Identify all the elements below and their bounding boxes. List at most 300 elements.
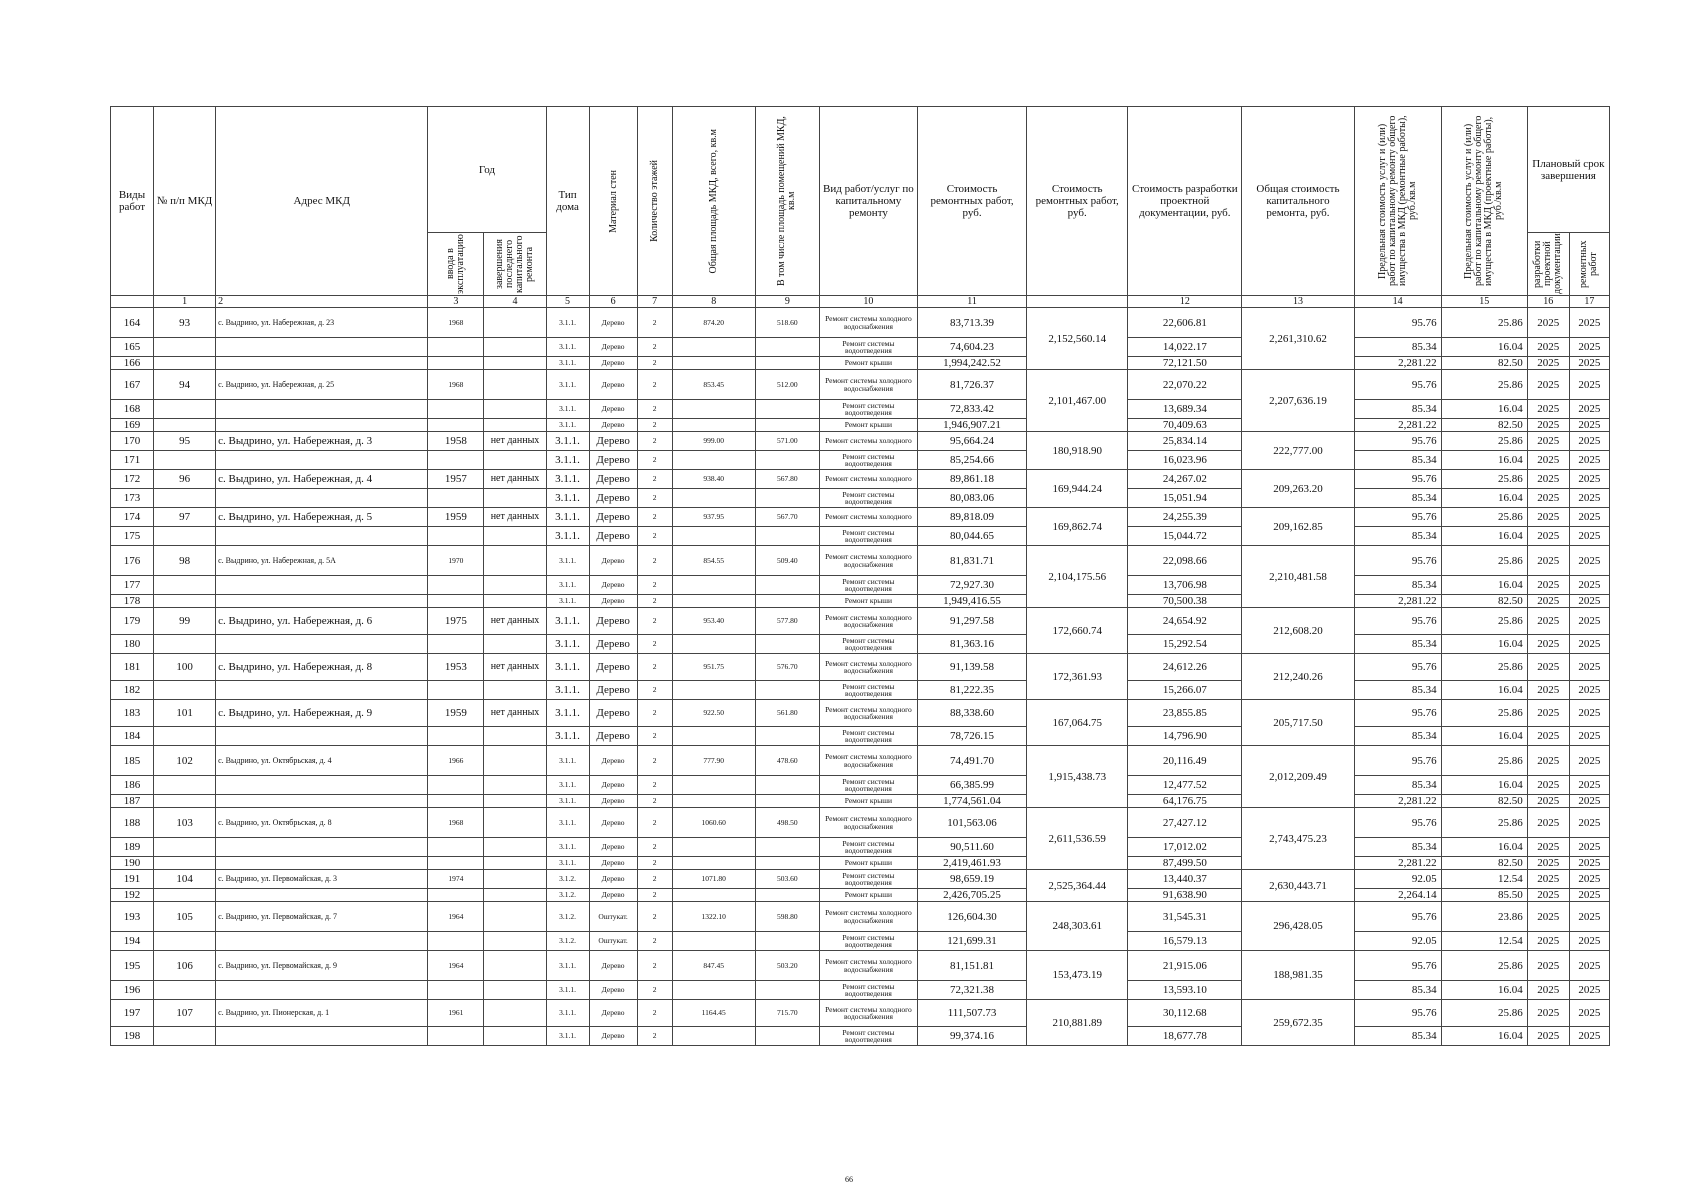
year-commission: [428, 838, 484, 857]
year-commission: [428, 889, 484, 902]
cost-design: 87,499.50: [1128, 857, 1242, 870]
cost-repair: 126,604.30: [917, 902, 1026, 932]
area-total: 1071.80: [672, 870, 755, 889]
year-last-repair: [484, 681, 546, 700]
col-num: 12: [1128, 296, 1242, 308]
area-total: 1164.45: [672, 1000, 755, 1027]
cost-design: 13,440.37: [1128, 870, 1242, 889]
cost-design: 13,689.34: [1128, 400, 1242, 419]
house-type: 3.1.1.: [546, 608, 589, 635]
cost-repair-total: 248,303.61: [1027, 902, 1128, 951]
house-type: 3.1.1.: [546, 681, 589, 700]
deadline-repair: 2025: [1569, 400, 1609, 419]
floor-count: 2: [637, 889, 672, 902]
cost-design: 14,022.17: [1128, 338, 1242, 357]
year-last-repair: [484, 546, 546, 576]
cost-repair: 89,861.18: [917, 470, 1026, 489]
year-commission: 1974: [428, 870, 484, 889]
deadline-repair: 2025: [1569, 470, 1609, 489]
house-type: 3.1.1.: [546, 981, 589, 1000]
wall-material: Дерево: [589, 635, 637, 654]
table-row: [111, 795, 1610, 808]
year-commission: 1968: [428, 808, 484, 838]
row-number: 195: [111, 951, 154, 981]
limit-repair: 95.76: [1354, 746, 1441, 776]
row-number: 187: [111, 795, 154, 808]
work-type: Ремонт системы водоотведения: [819, 635, 917, 654]
area-total: [672, 776, 755, 795]
header-limit-design: Предельная стоимость услуг и (или) работ по капитальному ремонту общего имущества в МКД (проектные работы), руб./кв.м: [1441, 107, 1527, 296]
deadline-design: 2025: [1527, 489, 1569, 508]
limit-repair: 85.34: [1354, 527, 1441, 546]
cost-repair: 98,659.19: [917, 870, 1026, 889]
year-last-repair: [484, 451, 546, 470]
work-type: Ремонт крыши: [819, 857, 917, 870]
year-last-repair: [484, 489, 546, 508]
year-commission: [428, 595, 484, 608]
year-commission: [428, 419, 484, 432]
floor-count: 2: [637, 776, 672, 795]
cost-total: 2,012,209.49: [1242, 746, 1354, 808]
mkd-number: 97: [154, 508, 216, 527]
header-deadline-repair: ремонтных работ: [1569, 233, 1609, 296]
area-premises: [755, 357, 819, 370]
limit-repair: 95.76: [1354, 808, 1441, 838]
work-type: Ремонт системы холодного водоснабжения: [819, 370, 917, 400]
area-premises: [755, 889, 819, 902]
cost-total: 2,210,481.58: [1242, 546, 1354, 608]
col-num: 7: [637, 296, 672, 308]
work-type: Ремонт системы холодного: [819, 508, 917, 527]
page-number: 66: [845, 1175, 853, 1184]
floor-count: 2: [637, 470, 672, 489]
deadline-repair: 2025: [1569, 870, 1609, 889]
table-row: [111, 932, 1610, 951]
floor-count: 2: [637, 838, 672, 857]
area-premises: 577.80: [755, 608, 819, 635]
row-number: 176: [111, 546, 154, 576]
house-type: 3.1.1.: [546, 654, 589, 681]
mkd-number: [154, 857, 216, 870]
address: [216, 357, 428, 370]
wall-material: Оштукат.: [589, 902, 637, 932]
deadline-design: 2025: [1527, 400, 1569, 419]
row-number: 189: [111, 838, 154, 857]
limit-repair: 92.05: [1354, 932, 1441, 951]
work-type: Ремонт системы водоотведения: [819, 681, 917, 700]
area-premises: [755, 489, 819, 508]
area-total: [672, 419, 755, 432]
row-number: 174: [111, 508, 154, 527]
house-type: 3.1.1.: [546, 808, 589, 838]
work-type: Ремонт крыши: [819, 357, 917, 370]
mkd-number: 107: [154, 1000, 216, 1027]
limit-design: 12.54: [1441, 932, 1527, 951]
table-row: [111, 681, 1610, 700]
wall-material: Дерево: [589, 838, 637, 857]
address: [216, 595, 428, 608]
table-row: [111, 576, 1610, 595]
year-last-repair: [484, 951, 546, 981]
cost-design: 91,638.90: [1128, 889, 1242, 902]
table-row: [111, 489, 1610, 508]
work-type: Ремонт системы холодного водоснабжения: [819, 951, 917, 981]
cost-repair-total: 2,525,364.44: [1027, 870, 1128, 902]
deadline-repair: 2025: [1569, 951, 1609, 981]
area-total: [672, 635, 755, 654]
col-num: 4: [484, 296, 546, 308]
mkd-number: [154, 527, 216, 546]
area-total: 853.45: [672, 370, 755, 400]
cost-repair: 66,385.99: [917, 776, 1026, 795]
cost-total: 212,240.26: [1242, 654, 1354, 700]
cost-repair: 89,818.09: [917, 508, 1026, 527]
year-commission: 1966: [428, 746, 484, 776]
mkd-number: 98: [154, 546, 216, 576]
deadline-design: 2025: [1527, 700, 1569, 727]
deadline-design: 2025: [1527, 838, 1569, 857]
row-number: 177: [111, 576, 154, 595]
cost-design: 12,477.52: [1128, 776, 1242, 795]
mkd-number: 106: [154, 951, 216, 981]
limit-repair: 95.76: [1354, 508, 1441, 527]
limit-design: 25.86: [1441, 546, 1527, 576]
table-row: [111, 608, 1610, 635]
wall-material: Дерево: [589, 470, 637, 489]
wall-material: Дерево: [589, 889, 637, 902]
deadline-design: 2025: [1527, 870, 1569, 889]
limit-repair: 85.34: [1354, 1027, 1441, 1046]
cost-repair: 74,604.23: [917, 338, 1026, 357]
year-last-repair: нет данных: [484, 470, 546, 489]
area-total: [672, 338, 755, 357]
work-type: Ремонт системы холодного водоснабжения: [819, 808, 917, 838]
limit-repair: 95.76: [1354, 546, 1441, 576]
area-total: [672, 795, 755, 808]
mkd-number: 93: [154, 308, 216, 338]
table-row: [111, 981, 1610, 1000]
address: с. Выдрино, ул. Набережная, д. 6: [216, 608, 428, 635]
area-premises: 503.60: [755, 870, 819, 889]
area-premises: 715.70: [755, 1000, 819, 1027]
row-number: 175: [111, 527, 154, 546]
area-premises: [755, 1027, 819, 1046]
table-row: [111, 595, 1610, 608]
year-commission: [428, 795, 484, 808]
year-last-repair: [484, 370, 546, 400]
deadline-repair: 2025: [1569, 527, 1609, 546]
year-last-repair: [484, 838, 546, 857]
deadline-repair: 2025: [1569, 432, 1609, 451]
work-type: Ремонт системы водоотведения: [819, 727, 917, 746]
deadline-design: 2025: [1527, 546, 1569, 576]
area-premises: [755, 932, 819, 951]
area-total: [672, 400, 755, 419]
year-commission: 1961: [428, 1000, 484, 1027]
mkd-number: [154, 776, 216, 795]
limit-design: 85.50: [1441, 889, 1527, 902]
work-type: Ремонт системы холодного водоснабжения: [819, 700, 917, 727]
address: [216, 889, 428, 902]
cost-repair: 1,774,561.04: [917, 795, 1026, 808]
limit-design: 25.86: [1441, 608, 1527, 635]
floor-count: 2: [637, 746, 672, 776]
table-row: [111, 808, 1610, 838]
area-total: [672, 357, 755, 370]
deadline-repair: 2025: [1569, 489, 1609, 508]
area-total: [672, 1027, 755, 1046]
limit-design: 23.86: [1441, 902, 1527, 932]
row-number: 193: [111, 902, 154, 932]
table-row: [111, 432, 1610, 451]
limit-repair: 2,281.22: [1354, 357, 1441, 370]
cost-total: 2,207,636.19: [1242, 370, 1354, 432]
floor-count: 2: [637, 870, 672, 889]
address: [216, 451, 428, 470]
year-last-repair: [484, 902, 546, 932]
cost-repair-total: 2,101,467.00: [1027, 370, 1128, 432]
deadline-design: 2025: [1527, 727, 1569, 746]
deadline-repair: 2025: [1569, 1000, 1609, 1027]
wall-material: Дерево: [589, 981, 637, 1000]
work-type: Ремонт крыши: [819, 595, 917, 608]
mkd-number: [154, 1027, 216, 1046]
row-number: 166: [111, 357, 154, 370]
table-row: [111, 857, 1610, 870]
year-last-repair: нет данных: [484, 654, 546, 681]
floor-count: 2: [637, 595, 672, 608]
cost-design: 17,012.02: [1128, 838, 1242, 857]
area-total: [672, 451, 755, 470]
area-total: [672, 576, 755, 595]
col-num: 9: [755, 296, 819, 308]
table-row: [111, 527, 1610, 546]
cost-design: 15,051.94: [1128, 489, 1242, 508]
year-last-repair: [484, 595, 546, 608]
cost-repair: 91,139.58: [917, 654, 1026, 681]
cost-total: 205,717.50: [1242, 700, 1354, 746]
limit-design: 16.04: [1441, 776, 1527, 795]
cost-repair-total: 153,473.19: [1027, 951, 1128, 1000]
floor-count: 2: [637, 857, 672, 870]
column-number-row: [111, 296, 1610, 308]
deadline-repair: 2025: [1569, 654, 1609, 681]
cost-design: 24,612.26: [1128, 654, 1242, 681]
deadline-design: 2025: [1527, 951, 1569, 981]
table-row: [111, 419, 1610, 432]
floor-count: 2: [637, 727, 672, 746]
work-type: Ремонт системы водоотведения: [819, 776, 917, 795]
year-commission: [428, 681, 484, 700]
year-commission: 1958: [428, 432, 484, 451]
floor-count: 2: [637, 608, 672, 635]
deadline-design: 2025: [1527, 576, 1569, 595]
col-num: 10: [819, 296, 917, 308]
year-commission: 1957: [428, 470, 484, 489]
area-total: 874.20: [672, 308, 755, 338]
wall-material: Дерево: [589, 432, 637, 451]
limit-design: 25.86: [1441, 308, 1527, 338]
table-row: [111, 635, 1610, 654]
address: с. Выдрино, ул. Октябрьская, д. 4: [216, 746, 428, 776]
floor-count: 2: [637, 951, 672, 981]
mkd-number: [154, 981, 216, 1000]
mkd-number: 103: [154, 808, 216, 838]
house-type: 3.1.1.: [546, 1000, 589, 1027]
deadline-design: 2025: [1527, 508, 1569, 527]
house-type: 3.1.1.: [546, 1027, 589, 1046]
limit-repair: 95.76: [1354, 370, 1441, 400]
deadline-design: 2025: [1527, 932, 1569, 951]
cost-repair: 95,664.24: [917, 432, 1026, 451]
deadline-design: 2025: [1527, 308, 1569, 338]
area-premises: [755, 727, 819, 746]
year-commission: [428, 338, 484, 357]
row-number: 185: [111, 746, 154, 776]
cost-total: 2,630,443.71: [1242, 870, 1354, 902]
wall-material: Дерево: [589, 727, 637, 746]
area-total: 999.00: [672, 432, 755, 451]
table-row: [111, 727, 1610, 746]
house-type: 3.1.1.: [546, 357, 589, 370]
deadline-design: 2025: [1527, 595, 1569, 608]
year-last-repair: [484, 889, 546, 902]
deadline-design: 2025: [1527, 902, 1569, 932]
wall-material: Дерево: [589, 546, 637, 576]
limit-design: 25.86: [1441, 1000, 1527, 1027]
deadline-repair: 2025: [1569, 776, 1609, 795]
house-type: 3.1.2.: [546, 932, 589, 951]
address: [216, 932, 428, 951]
header-address: Адрес МКД: [216, 107, 428, 296]
address: с. Выдрино, ул. Октябрьская, д. 8: [216, 808, 428, 838]
cost-repair-total: 180,918.90: [1027, 432, 1128, 470]
wall-material: Дерево: [589, 746, 637, 776]
row-number: 178: [111, 595, 154, 608]
wall-material: Дерево: [589, 808, 637, 838]
area-premises: [755, 857, 819, 870]
area-premises: [755, 838, 819, 857]
floor-count: 2: [637, 489, 672, 508]
address: с. Выдрино, ул. Набережная, д. 23: [216, 308, 428, 338]
wall-material: Дерево: [589, 1000, 637, 1027]
header-cost-total: Общая стоимость капитального ремонта, руб.: [1242, 107, 1354, 296]
deadline-design: 2025: [1527, 470, 1569, 489]
deadline-design: 2025: [1527, 338, 1569, 357]
deadline-design: 2025: [1527, 1027, 1569, 1046]
wall-material: Дерево: [589, 776, 637, 795]
limit-design: 25.86: [1441, 654, 1527, 681]
col-num: 3: [428, 296, 484, 308]
deadline-design: 2025: [1527, 370, 1569, 400]
year-commission: [428, 776, 484, 795]
table-row: [111, 654, 1610, 681]
year-commission: 1964: [428, 902, 484, 932]
table-row: [111, 1027, 1610, 1046]
work-type: Ремонт системы водоотведения: [819, 489, 917, 508]
house-type: 3.1.1.: [546, 746, 589, 776]
area-total: 1322.10: [672, 902, 755, 932]
header-np: № п/п МКД: [154, 107, 216, 296]
address: с. Выдрино, ул. Набережная, д. 5: [216, 508, 428, 527]
header-vidy: Виды работ: [111, 107, 154, 296]
year-commission: [428, 727, 484, 746]
floor-count: 2: [637, 902, 672, 932]
mkd-number: [154, 338, 216, 357]
cost-design: 22,070.22: [1128, 370, 1242, 400]
deadline-repair: 2025: [1569, 932, 1609, 951]
deadline-repair: 2025: [1569, 727, 1609, 746]
table-row: [111, 400, 1610, 419]
year-commission: [428, 527, 484, 546]
area-premises: [755, 595, 819, 608]
address: с. Выдрино, ул. Первомайская, д. 9: [216, 951, 428, 981]
cost-design: 70,500.38: [1128, 595, 1242, 608]
cost-design: 18,677.78: [1128, 1027, 1242, 1046]
area-premises: 576.70: [755, 654, 819, 681]
cost-repair-total: 169,862.74: [1027, 508, 1128, 546]
work-type: Ремонт системы холодного: [819, 470, 917, 489]
deadline-design: 2025: [1527, 635, 1569, 654]
year-last-repair: [484, 338, 546, 357]
wall-material: Дерево: [589, 338, 637, 357]
limit-design: 25.86: [1441, 370, 1527, 400]
limit-repair: 95.76: [1354, 700, 1441, 727]
address: [216, 338, 428, 357]
limit-design: 16.04: [1441, 527, 1527, 546]
deadline-repair: 2025: [1569, 889, 1609, 902]
work-type: Ремонт системы холодного: [819, 432, 917, 451]
deadline-design: 2025: [1527, 776, 1569, 795]
row-number: 180: [111, 635, 154, 654]
cost-repair-total: 2,104,175.56: [1027, 546, 1128, 608]
work-type: Ремонт системы холодного водоснабжения: [819, 902, 917, 932]
row-number: 188: [111, 808, 154, 838]
row-number: 173: [111, 489, 154, 508]
work-type: Ремонт системы холодного водоснабжения: [819, 546, 917, 576]
table-row: [111, 546, 1610, 576]
cost-repair-total: 2,152,560.14: [1027, 308, 1128, 370]
wall-material: Дерево: [589, 400, 637, 419]
area-total: [672, 857, 755, 870]
header-type: Тип дома: [546, 107, 589, 296]
address: [216, 489, 428, 508]
deadline-repair: 2025: [1569, 419, 1609, 432]
area-total: [672, 981, 755, 1000]
area-premises: [755, 527, 819, 546]
wall-material: Дерево: [589, 576, 637, 595]
year-commission: [428, 451, 484, 470]
area-total: [672, 681, 755, 700]
year-last-repair: [484, 308, 546, 338]
area-premises: 518.60: [755, 308, 819, 338]
table-row: [111, 951, 1610, 981]
area-total: 938.40: [672, 470, 755, 489]
area-total: 951.75: [672, 654, 755, 681]
cost-design: 16,023.96: [1128, 451, 1242, 470]
wall-material: Дерево: [589, 608, 637, 635]
work-type: Ремонт системы холодного водоснабжения: [819, 608, 917, 635]
year-last-repair: [484, 857, 546, 870]
deadline-design: 2025: [1527, 746, 1569, 776]
area-total: 847.45: [672, 951, 755, 981]
row-number: 192: [111, 889, 154, 902]
work-type: Ремонт системы водоотведения: [819, 527, 917, 546]
cost-repair: 72,927.30: [917, 576, 1026, 595]
area-premises: [755, 635, 819, 654]
cost-total: 209,162.85: [1242, 508, 1354, 546]
year-last-repair: [484, 527, 546, 546]
